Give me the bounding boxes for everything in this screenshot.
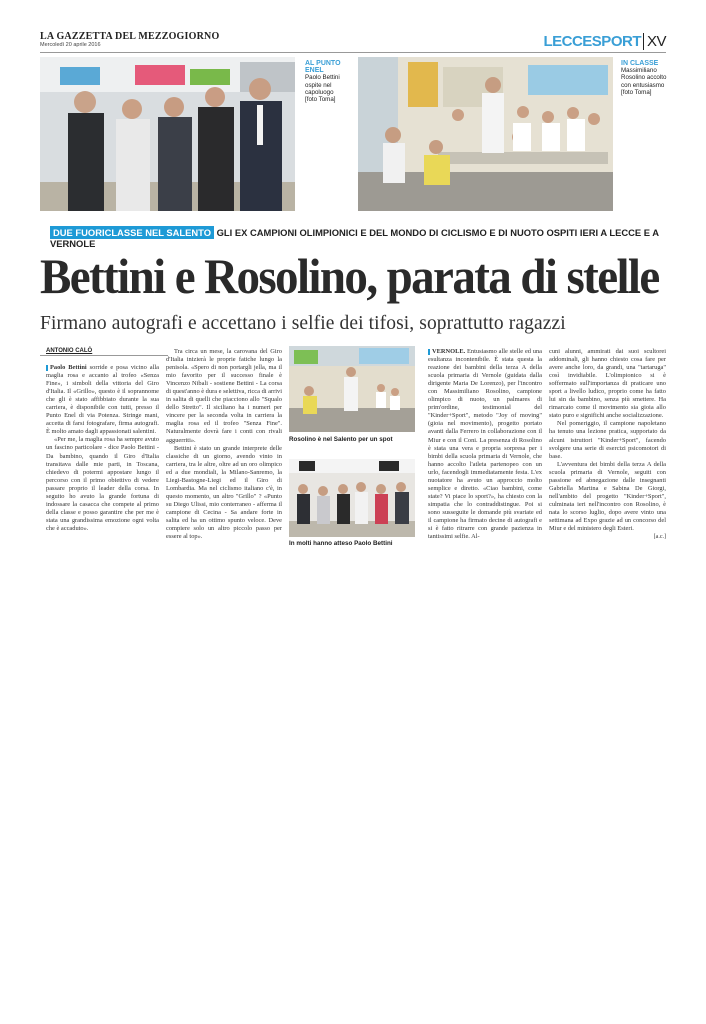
column-4 [549, 348, 666, 541]
masthead: LA GAZZETTA DEL MEZZOGIORNO [40, 31, 220, 42]
photo-right-text: Massimiliano Rosolino accolto con entusiasmo [621, 67, 667, 89]
photo-rosolino-classroom [358, 57, 613, 211]
photo-left-credit: [foto Toma] [305, 96, 336, 104]
issue-date: Mercoledì 20 aprile 2016 [40, 42, 101, 48]
column-2 [166, 348, 282, 541]
column-1-text-1: sorride e posa vicino alla maglia rosa e accanto al trofeo «Senza Fine», i simboli della vittoria del Giro d'Italia. Il «Grillo», questo è il soprannome che gli è stato affibbiato durante la sua carriera, è disponibile con tutti, presso il Punto Enel di via Potenza. Stringe mani, accetta di farsi fotografare, firma autografi. È molto amato dagli appassionati salentini. [46, 364, 159, 436]
page-number: XV [643, 33, 666, 50]
column-1-paragraph-1 [46, 364, 159, 436]
column-4-paragraph-2: Nel pomeriggio, il campione napoletano ha tenuto una lezione pratica, supportato da alcuni istruttori "Kinder+Sport", facendo svolgere una serie di esercizi psicomotori di base. [549, 420, 666, 460]
section-name: LECCESPORT [543, 33, 641, 50]
article-signature: [a.c.] [653, 534, 666, 541]
article-subtitle: Firmano autografi e accettano i selfie dei tifosi, soprattutto ragazzi [40, 313, 566, 334]
column-3-text-1: Entusiasmo alle stelle ed una esultanza incontenibile. È stata questa la reazione dei bambini della terza A della scuola primaria di Vernole (guidata dalla dirigente Maria De Lorenzo), per l'incontro con Massimiliano Rosolino, campione olimpico di nuoto, un palmares di prim'ordine, testimonial del "Kinder+Sport", metodo "Joy of moving" (gioia nel movimento), progetto portato avanti dalla Ferrero in collaborazione con il Miur e con il Coni. La presenza di Rosolino è stata una vera e propria sorpresa per i bimbi della scuola primaria di Vernole, che hanno accolto l'atleta partenopeo con un urlo, facendogli immediatamente festa. L'ex nuotatore ha avuto un approccio molto semplice e diretto. «Ciao bambini, come state? Vi piace lo sport?», ha chiesto con la simpatia che lo contraddistingue. Poi si sono susseguite le domande più svariate ed il campione ha firmato decine di autografi e si è fatto ritrarre con grande pazienza in tantissimi selfie. Al- [428, 348, 542, 541]
photo-bettini-group-image [40, 57, 295, 211]
photo-left-headline: AL PUNTO ENEL [305, 60, 341, 75]
column-2-paragraph-1: Tra circa un mese, la carovana del Giro d'Italia inizierà le proprie fatiche lungo la penisola. «Spero di non portargli jella, ma il mio favorito per il successo finale è Vincenzo Nibali - sostiene Bettini - La corsa di quest'anno è dura e selettiva, ricca di arrivi in salita di quelli che piacciono allo "Squalo dello Stretto". Il siciliano ha i numeri per vincere per la seconda volta in carriera la maglia rosa ed il trofeo "Senza Fine". Naturalmente dovrà fare i conti con rivali agguerriti». [166, 348, 282, 444]
column-1 [46, 364, 159, 533]
column-1-paragraph-2: «Per me, la maglia rosa ha sempre avuto un fascino particolare - dice Paolo Bettini - Da bambino, quando il Giro d'Italia transitava dalle mie parti, in Toscana, chiedevo di potermi appostare lungo il percorso con il primo obiettivo di vedere passare proprio il leader della corsa. In seguito ho avuto la grande fortuna di indossare la casacca che compete al primo della classe e posso garantire che per me è stata una grandissima emozione ogni volta che è accaduto». [46, 436, 159, 532]
photo-rosolino-classroom-image [358, 57, 613, 211]
byline: ANTONIO CALÒ [46, 348, 93, 354]
photo-mid-bottom-caption: In molti hanno atteso Paolo Bettini [289, 540, 393, 547]
photo-bettini-fans [289, 459, 415, 537]
photo-left-caption [305, 60, 355, 103]
column-3-lead: VERNOLE. [432, 348, 466, 355]
column-3 [428, 348, 542, 541]
column-1-lead: Paolo Bettini [50, 364, 87, 371]
column-4-paragraph-1: cuni alunni, ammirati dai suoi scultorei addominali, gli hanno chiesto cosa fare per avere anche loro, da grandi, una "tartaruga" così invidiabile. L'olimpionico si è soffermato sull'importanza di praticare uno sport a livello ludico, proprio come ha fatto lui sin da bambino, senza più smettere. Ha rimarcato come il movimento sia gioia allo stato puro e significhi anche socializzazione. [549, 348, 666, 420]
column-3-paragraph-1 [428, 348, 542, 541]
photo-rosolino-spot-image [289, 346, 415, 432]
section-header [543, 33, 666, 50]
photo-right-credit: [foto Toma] [621, 88, 652, 96]
photo-right-caption [621, 60, 667, 96]
photo-bettini-group [40, 57, 295, 211]
byline-rule [40, 355, 168, 356]
header-rule [40, 52, 666, 53]
kicker [50, 227, 706, 249]
article-title: Bettini e Rosolino, parata di stelle [40, 250, 659, 305]
photo-right-headline: IN CLASSE [621, 60, 659, 67]
column-2-paragraph-2: Bettini è stato un grande interprete delle classiche di un giorno, avendo vinto in carriera, tra le altre, oltre ad un oro olimpico ed a due mondiali, la Milano-Sanremo, la Liegi-Bastogne-Liegi ed il Giro di Lombardia. Ma nel ciclismo italiano c'è, in questo momento, un altro "Grillo" ? «Punto su Diego Ulissi, mio conterraneo - afferma il campione di Cecina - Sa andare forte in salita ed ha un ottimo spunto veloce. Deve compiere solo un altro piccolo passo per essere al top». [166, 444, 282, 541]
photo-left-text: Paolo Bettini ospite nel capoluogo [305, 74, 340, 96]
photo-rosolino-spot [289, 346, 415, 432]
paragraph-marker-icon [428, 349, 430, 355]
kicker-text: GLI EX CAMPIONI OLIMPIONICI E DEL MONDO DI CICLISMO E DI NUOTO OSPITI IERI A LECCE E A VERNOLE [50, 227, 659, 249]
kicker-tag: DUE FUORICLASSE NEL SALENTO [50, 226, 214, 239]
column-4-paragraph-3: L'avventura dei bimbi della terza A della scuola primaria di Vernole, seguiti con passione ed abnegazione dalle insegnanti Gabriella Martina e Sabina De Giorgi, nell'ambito del progetto "Kinder+Sport", culminata ieri nell'incontro con Rosolino, è nata lo scorso luglio, dopo avere vinto una settimana ad Expo grazie ad un concorso del Miur e del ministero degli Esteri. [549, 460, 666, 533]
paragraph-marker-icon [46, 365, 48, 371]
photo-mid-top-caption: Rosolino è nel Salento per un spot [289, 436, 393, 443]
photo-bettini-fans-image [289, 459, 415, 537]
